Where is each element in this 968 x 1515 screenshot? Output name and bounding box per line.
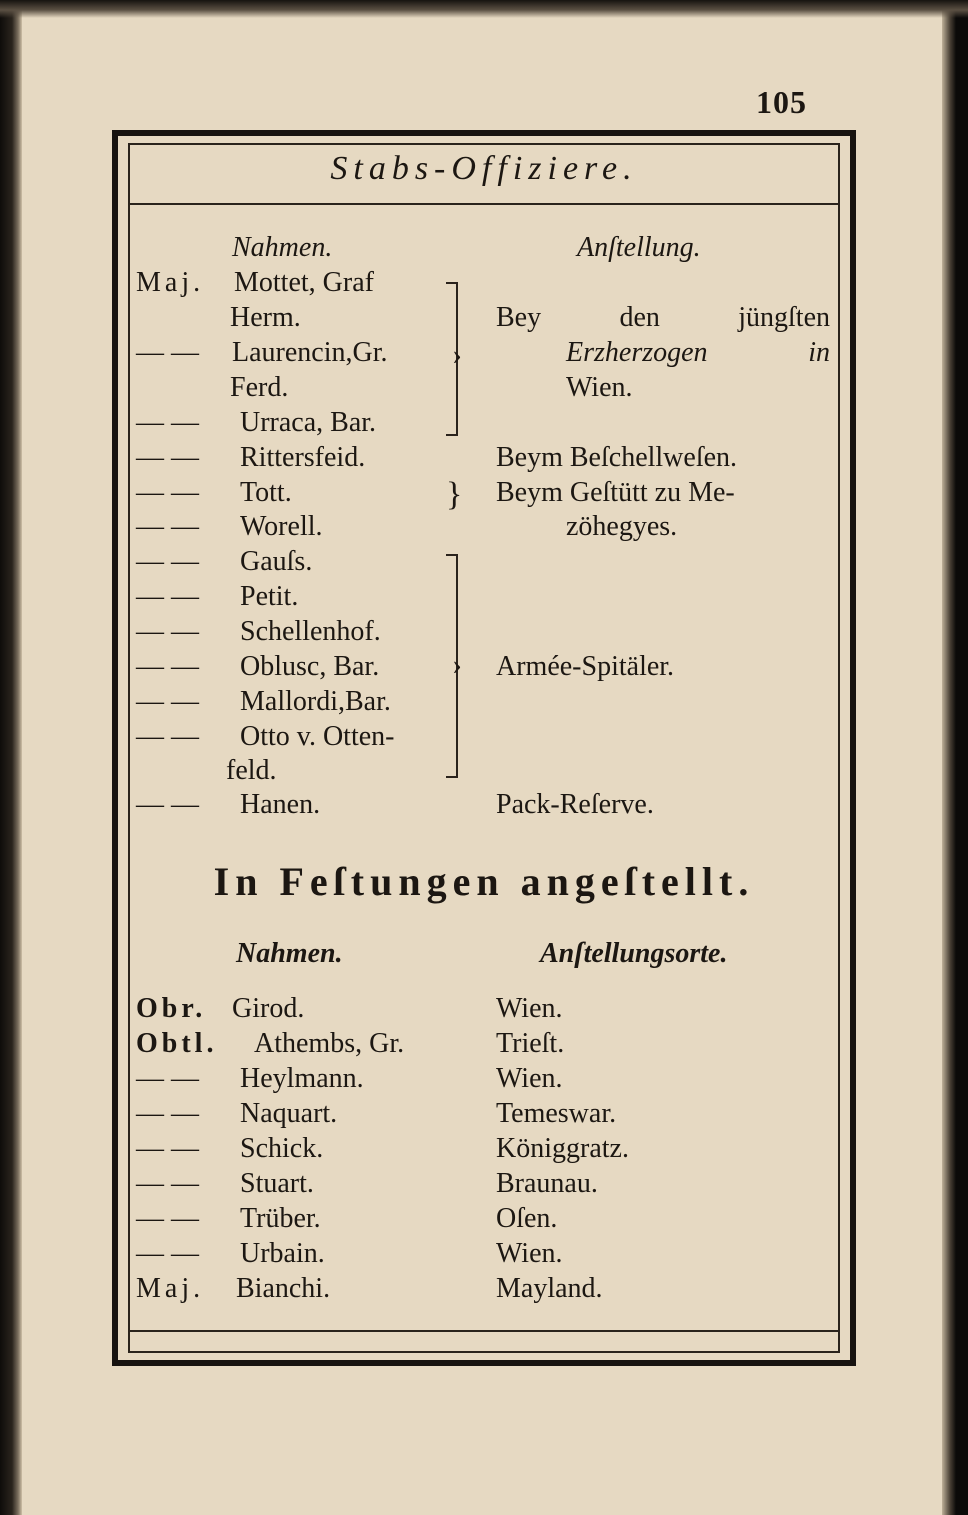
column-header-locations: Anſtellungsorte. (540, 938, 728, 969)
officer-row (136, 652, 379, 682)
location: Wien. (496, 993, 563, 1024)
section-title: In Feſtungen angeſtellt. (213, 859, 755, 904)
officer-name: Mallordi,Bar. (240, 686, 391, 717)
rank: — — (136, 442, 199, 473)
rank: — — (136, 581, 199, 612)
fortress-row (136, 1064, 563, 1094)
location: Wien. (496, 1238, 563, 1269)
page-edge-right (942, 0, 968, 1515)
officer-name: Worell. (240, 511, 323, 542)
officer-row (230, 373, 288, 403)
rank: — — (136, 686, 199, 717)
officer-name: Laurencin,Gr. (232, 337, 388, 368)
rank: — — (136, 1133, 199, 1164)
bottom-rule (130, 1330, 838, 1332)
officer-name: Ferd. (230, 372, 289, 403)
title-rule (130, 203, 838, 205)
post-line: Wien. (566, 372, 633, 403)
officer-name: Herm. (230, 302, 301, 333)
officer-name: Naquart. (240, 1098, 338, 1129)
post-line: Beym Beſchellweſen. (496, 442, 738, 473)
officer-row (136, 478, 292, 508)
post-line: zöhegyes. (566, 511, 678, 542)
rank: — — (136, 1238, 199, 1269)
officer-name: Girod. (232, 993, 305, 1024)
officer-name: Stuart. (240, 1168, 314, 1199)
column-header-posts: Anſtellung. (577, 232, 701, 263)
location: Wien. (496, 1063, 563, 1094)
officer-row (136, 338, 388, 368)
officer-name: Urbain. (240, 1238, 325, 1269)
post-line: Pack-Reſerve. (496, 789, 654, 820)
officer-name: Bianchi. (236, 1273, 331, 1304)
rank: Maj. (136, 1273, 205, 1304)
officer-name: Gauſs. (240, 546, 313, 577)
page-edge-left (0, 0, 22, 1515)
officer-name: Trüber. (240, 1203, 321, 1234)
officer-name: feld. (226, 755, 277, 786)
officer-name: Otto v. Otten- (240, 721, 395, 752)
rank: — — (136, 616, 199, 647)
post-line: Bey den jüngſten (496, 302, 830, 333)
officer-row (136, 790, 320, 820)
rank: — — (136, 1168, 199, 1199)
officer-row (136, 687, 391, 717)
location: Mayland. (496, 1273, 603, 1304)
officer-row (136, 408, 376, 438)
page-title: Stabs-Offiziere. (330, 150, 638, 187)
column-header-names: Nahmen. (236, 938, 343, 969)
officer-row (136, 547, 312, 577)
officer-name: Athembs, Gr. (254, 1028, 405, 1059)
fortress-row (136, 1274, 603, 1304)
officer-name: Schellenhof. (240, 616, 381, 647)
page-edge-top (0, 0, 968, 18)
location: Trieſt. (496, 1028, 565, 1059)
fortress-row (136, 1099, 616, 1129)
officer-name: Mottet, Graf (234, 267, 374, 298)
brace-group-2: } (446, 476, 463, 513)
officer-name: Urraca, Bar. (240, 407, 377, 438)
rank: — — (136, 1098, 199, 1129)
rank: — — (136, 337, 199, 368)
fortress-row (136, 1169, 598, 1199)
officer-name: Oblusc, Bar. (240, 651, 380, 682)
post-line: Erzherzogen in (566, 337, 830, 368)
officer-row (136, 582, 298, 612)
officer-name: Tott. (240, 477, 292, 508)
rank: Obr. (136, 993, 207, 1024)
officer-row (136, 268, 374, 298)
brace-tip: › (452, 648, 462, 681)
officer-row (226, 756, 277, 786)
rank: — — (136, 546, 199, 577)
post-line: Beym Geſtütt zu Me- (496, 477, 735, 508)
post-line: Armée-Spitäler. (496, 651, 675, 682)
fortress-row (136, 1239, 563, 1269)
location: Oſen. (496, 1203, 558, 1234)
location: Braunau. (496, 1168, 598, 1199)
officer-name: Rittersfeid. (240, 442, 366, 473)
officer-row (136, 512, 323, 542)
officer-name: Heylmann. (240, 1063, 364, 1094)
fortress-row (136, 1029, 564, 1059)
officer-row (136, 443, 365, 473)
location: Temeswar. (496, 1098, 617, 1129)
fortress-row (136, 1204, 557, 1234)
brace-tip: › (452, 338, 462, 371)
location: Königgratz. (496, 1133, 629, 1164)
officer-name: Petit. (240, 581, 299, 612)
rank: Obtl. (136, 1028, 218, 1059)
rank: Maj. (136, 267, 205, 298)
rank: — — (136, 789, 199, 820)
rank: — — (136, 651, 199, 682)
column-header-names: Nahmen. (232, 232, 333, 263)
rank: — — (136, 407, 199, 438)
officer-name: Schick. (240, 1133, 324, 1164)
fortress-row (136, 994, 563, 1024)
officer-row (136, 617, 381, 647)
rank: — — (136, 1203, 199, 1234)
rank: — — (136, 1063, 199, 1094)
rank: — — (136, 721, 199, 752)
fortress-row (136, 1134, 629, 1164)
officer-name: Hanen. (240, 789, 321, 820)
officer-row (136, 722, 395, 752)
rank: — — (136, 511, 199, 542)
rank: — — (136, 477, 199, 508)
officer-row (230, 303, 301, 333)
page-number: 105 (756, 84, 807, 120)
